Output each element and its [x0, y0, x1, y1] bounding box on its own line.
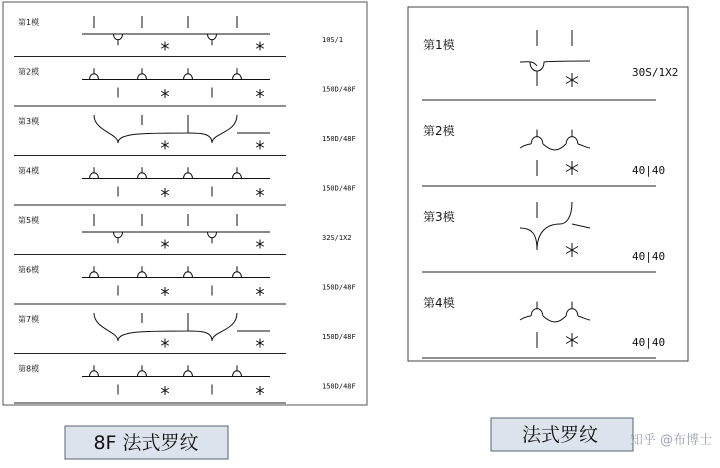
left-row-label: 第2模: [18, 67, 40, 77]
watermark: 知乎 @布博士: [629, 433, 712, 448]
left-row-label: 第6模: [18, 265, 40, 275]
right-caption: 法式罗纹: [521, 424, 599, 446]
left-row-spec: 150D/48F: [322, 382, 356, 391]
right-row-spec: 40|40: [632, 336, 666, 349]
left-row-label: 第7模: [18, 315, 40, 324]
left-panel-frame: [3, 2, 367, 405]
left-row-label: 第1模: [18, 18, 40, 27]
right-row-label: 第2模: [423, 124, 455, 138]
left-row-spec: 150D/48F: [322, 283, 356, 292]
left-row-label: 第8模: [18, 364, 40, 374]
left-row-spec: 32S/1X2: [322, 234, 352, 242]
right-row-spec: 40|40: [632, 164, 666, 177]
right-row-label: 第3模: [423, 210, 455, 224]
left-row-spec: 150D/48F: [322, 135, 356, 143]
left-row-label: 第5模: [18, 216, 40, 225]
left-row-label: 第4模: [18, 166, 40, 176]
left-caption: 8F 法式罗纹: [93, 432, 199, 454]
left-row-spec: 150D/48F: [322, 184, 356, 193]
right-row-label: 第4模: [423, 296, 455, 310]
right-row-spec: 40|40: [632, 250, 666, 263]
left-row-spec: 10S/1: [322, 36, 344, 44]
right-row-label: 第1模: [423, 38, 455, 52]
left-row-spec: 150D/48F: [322, 333, 356, 341]
left-row-label: 第3模: [18, 117, 40, 126]
left-row-spec: 150D/48F: [322, 85, 356, 94]
right-row-spec: 30S/1X2: [632, 66, 679, 79]
